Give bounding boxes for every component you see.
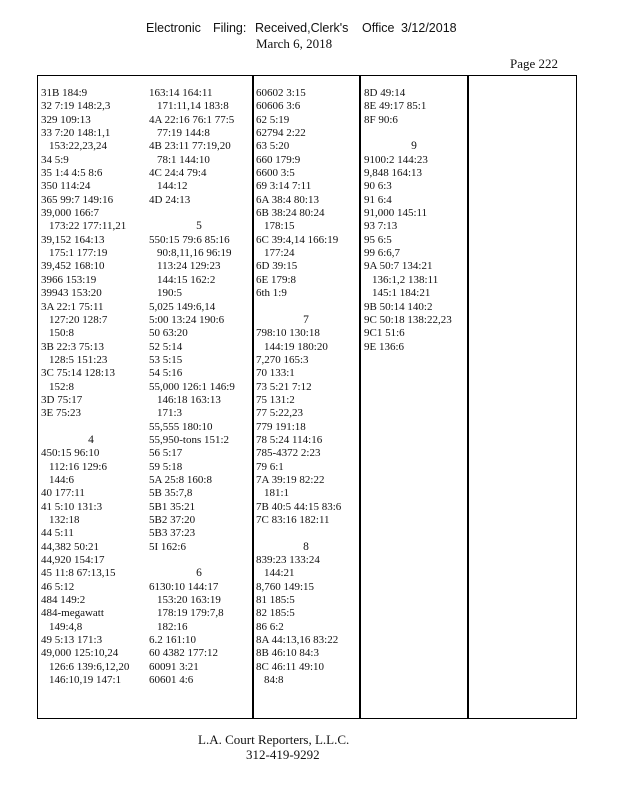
index-entry: 9B 50:14 140:2 (364, 300, 433, 313)
index-entry: 90:8,11,16 96:19 (157, 247, 232, 260)
index-entry: 75 131:2 (256, 393, 295, 406)
index-entry: 6A 38:4 80:13 (256, 193, 319, 206)
index-entry: 44 5:11 (41, 527, 74, 540)
index-entry: 5I 162:6 (149, 540, 186, 553)
index-entry: 785-4372 2:23 (256, 447, 321, 460)
index-entry: 6600 3:5 (256, 167, 295, 180)
index-column-1 (41, 87, 141, 687)
index-entry: 112:16 129:6 (49, 460, 107, 473)
header-office: Office (362, 21, 395, 35)
section-heading: 6 (196, 567, 202, 580)
index-entry: 163:14 164:11 (149, 87, 213, 99)
index-entry: 3E 75:23 (41, 407, 82, 420)
index-entry: 93 7:13 (364, 220, 398, 233)
index-entry: 6B 38:24 80:24 (256, 207, 325, 220)
header-subdate: March 6, 2018 (256, 36, 333, 51)
column-divider (252, 75, 254, 719)
header-date: 3/12/2018 (401, 21, 457, 35)
index-entry: 39,152 164:13 (41, 233, 105, 246)
index-entry: 6th 1:9 (256, 287, 287, 300)
index-entry: 153:20 163:19 (157, 594, 221, 607)
index-entry: 44,920 154:17 (41, 554, 105, 567)
index-entry: 660 179:9 (256, 153, 301, 166)
index-entry: 63 5:20 (256, 140, 290, 153)
index-entry: 484-megawatt (41, 607, 104, 620)
index-entry: 132:18 (49, 514, 80, 526)
index-entry: 73 5:21 7:12 (256, 380, 312, 393)
document-header (0, 19, 618, 53)
index-entry: 177:24 (264, 247, 295, 260)
blank-line (256, 527, 356, 540)
index-entry: 49,000 125:10,24 (41, 647, 119, 660)
index-entry: 91,000 145:11 (364, 207, 428, 220)
index-entry: 144:15 162:2 (157, 273, 216, 286)
blank-line (364, 127, 464, 140)
index-entry: 144:6 (49, 473, 75, 486)
index-entry: 8C 46:11 49:10 (256, 660, 325, 673)
index-entry: 81 185:5 (256, 594, 295, 607)
index-entry: 8,760 149:15 (256, 580, 315, 593)
index-entry: 44,382 50:21 (41, 540, 100, 553)
section-heading: 9 (411, 140, 417, 153)
index-entry: 839:23 133:24 (256, 554, 320, 567)
index-entry: 40 177:11 (41, 487, 85, 500)
index-entry: 8E 49:17 85:1 (364, 100, 427, 113)
index-entry: 144:12 (157, 180, 188, 193)
index-entry: 5B3 37:23 (149, 527, 196, 540)
index-entry: 46 5:12 (41, 580, 75, 593)
section-heading: 5 (196, 220, 202, 233)
index-entry: 55,555 180:10 (149, 420, 213, 433)
index-entry: 8D 49:14 (364, 87, 406, 99)
index-entry: 82 185:5 (256, 607, 295, 620)
index-entry: 153:22,23,24 (49, 140, 108, 153)
index-entry: 77:19 144:8 (157, 127, 210, 140)
index-entry: 34 5:9 (41, 153, 69, 166)
index-entry: 8A 44:13,16 83:22 (256, 634, 339, 647)
index-entry: 50 63:20 (149, 327, 188, 340)
index-entry: 3D 75:17 (41, 393, 83, 406)
footer-phone: 312-419-9292 (246, 747, 320, 762)
index-entry: 6.2 161:10 (149, 634, 197, 647)
index-entry: 4A 22:16 76:1 77:5 (149, 113, 235, 126)
index-entry: 90 6:3 (364, 180, 392, 193)
index-entry: 350 114:24 (41, 180, 91, 193)
section-heading: 8 (303, 540, 309, 553)
index-entry: 7A 39:19 82:22 (256, 473, 325, 486)
column-divider (467, 75, 469, 719)
index-entry: 84:8 (264, 674, 284, 687)
index-entry: 450:15 96:10 (41, 447, 100, 460)
index-entry: 144:21 (264, 567, 295, 580)
index-entry: 45 11:8 67:13,15 (41, 567, 116, 580)
index-entry: 31B 184:9 (41, 87, 88, 99)
index-entry: 190:5 (157, 287, 183, 300)
index-entry: 171:3 (157, 407, 183, 420)
index-entry: 62 5:19 (256, 113, 290, 126)
index-entry: 3A 22:1 75:11 (41, 300, 104, 313)
index-entry: 3966 153:19 (41, 273, 97, 286)
index-entry: 99 6:6,7 (364, 247, 401, 260)
index-entry: 175:1 177:19 (49, 247, 108, 260)
index-entry: 60091 3:21 (149, 660, 199, 673)
index-entry: 53 5:15 (149, 353, 183, 366)
index-entry: 33 7:20 148:1,1 (41, 127, 111, 140)
index-entry: 55,950-tons 151:2 (149, 433, 230, 446)
index-entry: 5B 35:7,8 (149, 487, 193, 500)
index-entry: 9A 50:7 134:21 (364, 260, 433, 273)
index-entry: 60601 4:6 (149, 674, 194, 687)
index-entry: 146:18 163:13 (157, 393, 221, 406)
index-entry: 178:19 179:7,8 (157, 607, 224, 620)
index-entry: 79 6:1 (256, 460, 284, 473)
index-entry: 6C 39:4,14 166:19 (256, 233, 339, 246)
index-entry: 35 1:4 4:5 8:6 (41, 167, 103, 180)
index-entry: 136:1,2 138:11 (372, 273, 439, 286)
index-entry: 484 149:2 (41, 594, 86, 607)
index-entry: 126:6 139:6,12,20 (49, 660, 130, 673)
index-column-3 (256, 87, 356, 687)
index-entry: 5B1 35:21 (149, 500, 196, 513)
index-entry: 70 133:1 (256, 367, 295, 380)
index-entry: 95 6:5 (364, 233, 392, 246)
index-entry: 39,452 168:10 (41, 260, 105, 273)
index-entry: 39,000 166:7 (41, 207, 100, 220)
header-electronic: Electronic (146, 21, 201, 35)
index-entry: 7,270 165:3 (256, 353, 309, 366)
index-entry: 329 109:13 (41, 113, 91, 126)
index-entry: 8F 90:6 (364, 113, 398, 126)
index-entry: 9100:2 144:23 (364, 153, 428, 166)
index-entry: 182:16 (157, 620, 188, 633)
index-column-2 (149, 87, 249, 687)
index-entry: 150:8 (49, 327, 75, 340)
index-entry: 59 5:18 (149, 460, 183, 473)
index-entry: 798:10 130:18 (256, 327, 320, 340)
index-entry: 9C1 51:6 (364, 327, 405, 340)
index-entry: 6E 179:8 (256, 273, 297, 286)
index-entry: 7C 83:16 182:11 (256, 514, 330, 526)
index-entry: 6D 39:15 (256, 260, 298, 273)
index-entry: 49 5:13 171:3 (41, 634, 103, 647)
index-entry: 178:15 (264, 220, 295, 233)
index-column-4 (364, 87, 464, 354)
index-entry: 149:4,8 (49, 620, 83, 633)
index-entry: 113:24 129:23 (157, 260, 221, 273)
index-entry: 9C 50:18 138:22,23 (364, 313, 452, 326)
index-entry: 365 99:7 149:16 (41, 193, 114, 206)
index-entry: 5,025 149:6,14 (149, 300, 216, 313)
index-entry: 5:00 13:24 190:6 (149, 313, 225, 326)
index-entry: 9,848 164:13 (364, 167, 423, 180)
index-entry: 52 5:14 (149, 340, 183, 353)
index-entry: 4C 24:4 79:4 (149, 167, 207, 180)
index-entry: 173:22 177:11,21 (49, 220, 127, 233)
index-entry: 152:8 (49, 380, 75, 393)
index-entry: 3C 75:14 128:13 (41, 367, 115, 380)
index-entry: 6130:10 144:17 (149, 580, 219, 593)
footer-company: L.A. Court Reporters, L.L.C. (198, 732, 350, 747)
index-entry: 144:19 180:20 (264, 340, 328, 353)
index-entry: 77 5:22,23 (256, 407, 304, 420)
blank-line (256, 301, 356, 314)
section-heading: 4 (88, 433, 94, 446)
index-entry: 54 5:16 (149, 367, 183, 380)
index-entry: 146:10,19 147:1 (49, 674, 122, 687)
page-number: Page 222 (510, 56, 559, 71)
index-entry: 41 5:10 131:3 (41, 500, 103, 513)
index-entry: 779 191:18 (256, 420, 306, 433)
index-entry: 91 6:4 (364, 193, 392, 206)
index-entry: 60 4382 177:12 (149, 647, 219, 660)
index-entry: 60602 3:15 (256, 87, 306, 99)
index-entry: 78:1 144:10 (157, 153, 210, 166)
header-filing: Filing: (213, 21, 247, 35)
index-entry: 3B 22:3 75:13 (41, 340, 104, 353)
index-entry: 78 5:24 114:16 (256, 433, 323, 446)
index-entry: 55,000 126:1 146:9 (149, 380, 235, 393)
index-entry: 4B 23:11 77:19,20 (149, 140, 231, 153)
column-divider (359, 75, 361, 719)
index-entry: 62794 2:22 (256, 127, 306, 140)
index-entry: 145:1 184:21 (372, 287, 431, 300)
index-entry: 171:11,14 183:8 (157, 100, 229, 113)
index-entry: 9E 136:6 (364, 340, 405, 353)
index-entry: 8B 46:10 84:3 (256, 647, 319, 660)
index-entry: 4D 24:13 (149, 193, 191, 206)
section-heading: 7 (303, 313, 309, 326)
index-entry: 5B2 37:20 (149, 514, 196, 526)
index-entry: 127:20 128:7 (49, 313, 108, 326)
blank-line (149, 554, 249, 567)
index-entry: 181:1 (264, 487, 290, 500)
index-entry: 5A 25:8 160:8 (149, 473, 212, 486)
index-entry: 56 5:17 (149, 447, 183, 460)
index-entry: 86 6:2 (256, 620, 284, 633)
index-entry: 7B 40:5 44:15 83:6 (256, 500, 342, 513)
blank-line (149, 207, 249, 220)
index-entry: 32 7:19 148:2,3 (41, 100, 111, 113)
index-entry: 60606 3:6 (256, 100, 301, 113)
blank-line (41, 421, 141, 434)
index-entry: 128:5 151:23 (49, 353, 108, 366)
index-entry: 550:15 79:6 85:16 (149, 233, 230, 246)
index-entry: 39943 153:20 (41, 287, 102, 300)
index-entry: 69 3:14 7:11 (256, 180, 312, 193)
header-received: Received,Clerk's (255, 21, 349, 35)
